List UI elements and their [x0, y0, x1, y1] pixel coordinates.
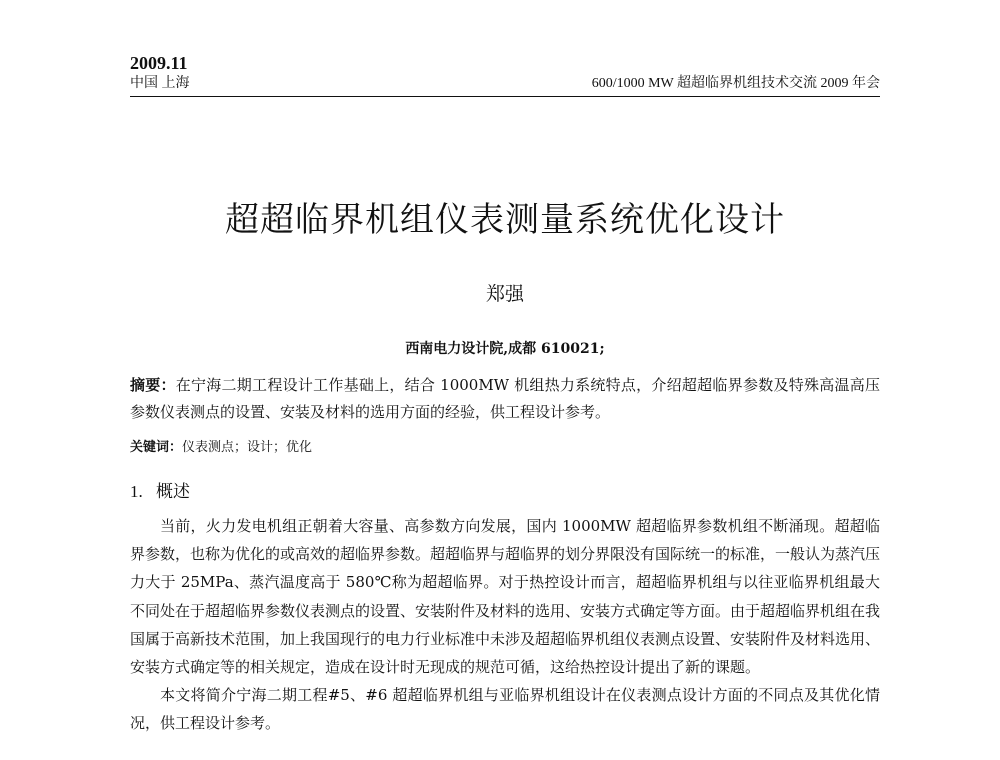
header-conference: 600/1000 MW 超超临界机组技术交流 2009 年会 — [591, 76, 880, 91]
body-paragraph: 当前，火力发电机组正朝着大容量、高参数方向发展，国内 1000MW 超超临界参数机组不断涌现。超超临界参数，也称为优化的或高效的超临界参数。超超临界与超临界的划分界限没有国际统一的标准，一般认为蒸汽压力大于 25MPa、蒸汽温度高于 580℃称为超超临界。对于热控设计而言，超超临界机组与以往亚临界机组最大不同处在于超超临界参数仪表测点的设置、安装附件及材料的选用、安装方式确定等方面。由于超超临界机组在我国属于高新技术范围，加上我国现行的电力行业标准中未涉及超超临界机组仪表测点设置、安装附件及材料选用、安装方式确定等的相关规定，造成在设计时无现成的规范可循，这给热控设计提出了新的课题。 — [130, 517, 881, 677]
section-body — [130, 512, 880, 738]
paper-author: 郑强 — [485, 283, 524, 305]
header-location: 中国 上海 — [130, 76, 190, 91]
abstract-text: 在宁海二期工程设计工作基础上，结合 1000MW 机组热力系统特点，介绍超超临界参数及特殊高温高压参数仪表测点的设置、安装及材料的选用方面的经验，供工程设计参考。 — [130, 376, 880, 421]
section-heading — [130, 480, 190, 504]
header-date: 2009.11 — [130, 53, 188, 73]
keywords-label: 关键词： — [130, 440, 183, 455]
paper-title: 超超临界机组仪表测量系统优化设计 — [225, 200, 785, 240]
keywords-text: 仪表测点；设计；优化 — [182, 440, 313, 455]
section-number: 1. — [130, 482, 143, 501]
body-paragraph: 本文将简介宁海二期工程#5、#6 超超临界机组与亚临界机组设计在仪表测点设计方面的不同点及其优化情况，供工程设计参考。 — [130, 686, 880, 733]
section-title: 概述 — [156, 482, 190, 502]
keywords — [130, 438, 880, 458]
header-rule — [130, 96, 880, 97]
header-left — [130, 52, 190, 93]
abstract-label: 摘要： — [130, 376, 176, 394]
abstract — [130, 372, 880, 426]
paper-affiliation: 西南电力设计院,成都 610021; — [405, 341, 605, 357]
